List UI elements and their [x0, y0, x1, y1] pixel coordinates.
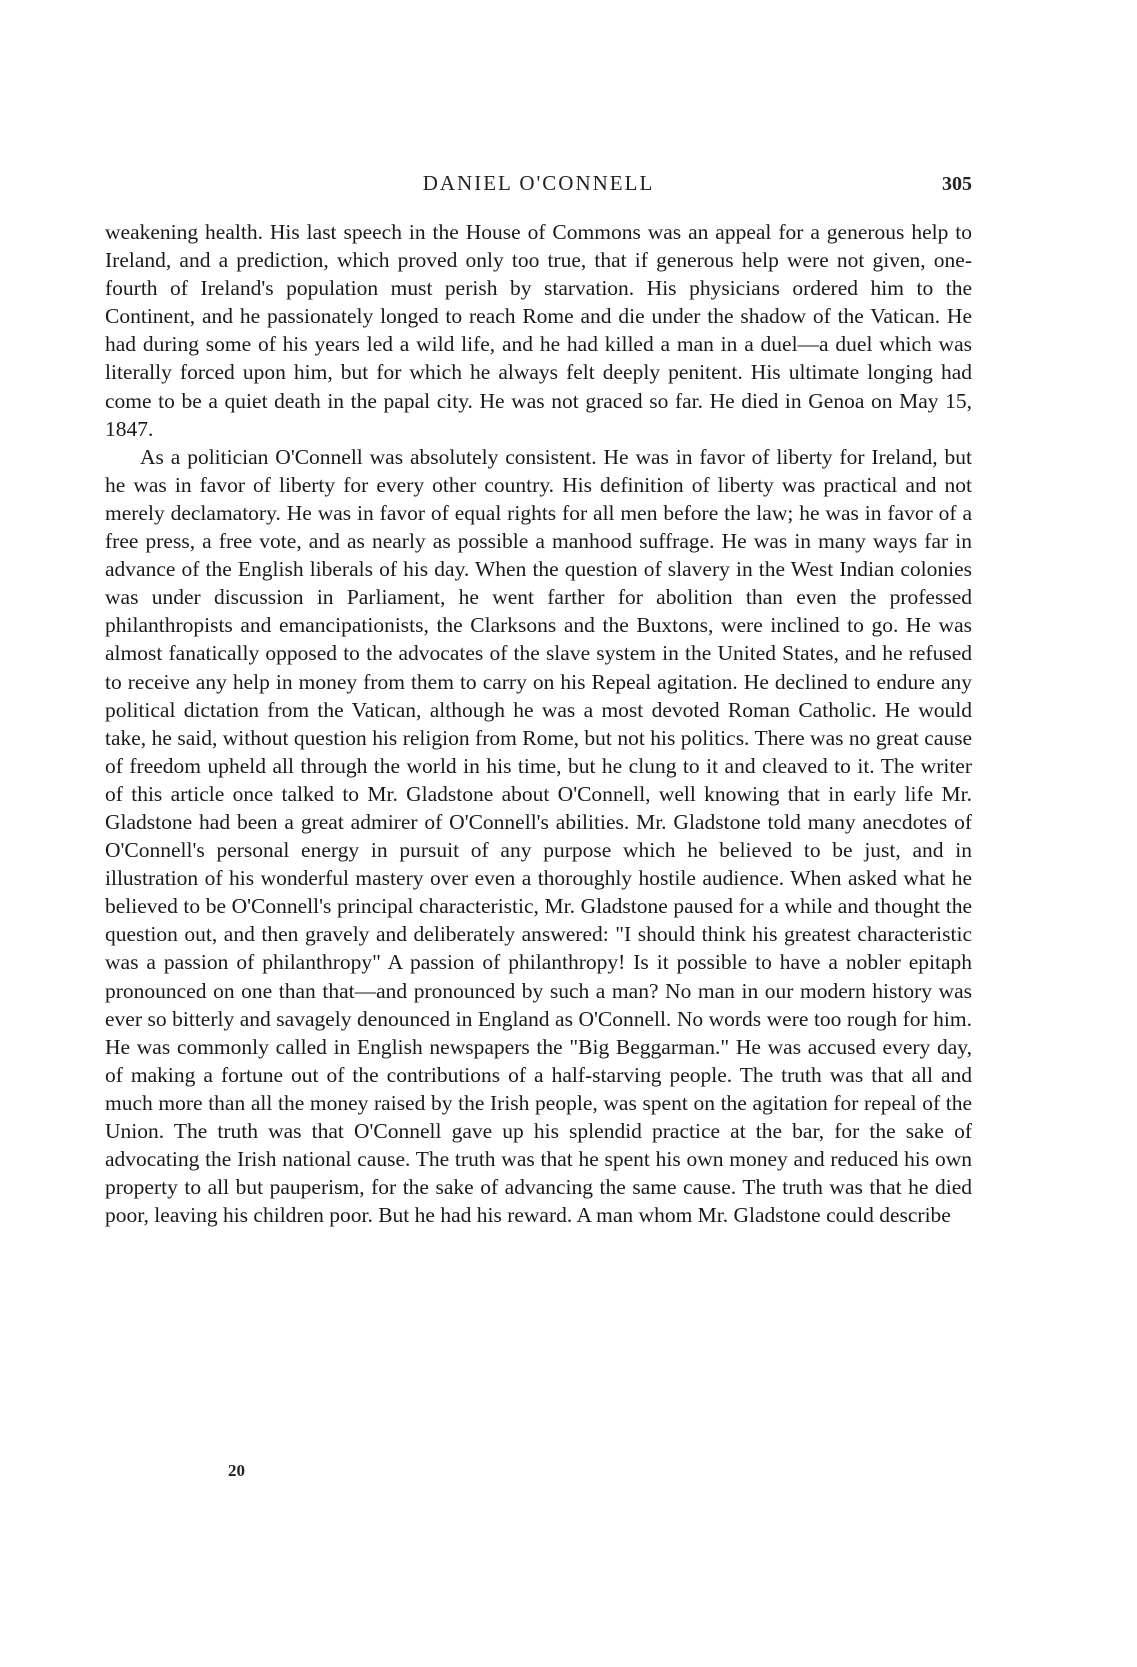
page-header — [105, 171, 972, 201]
signature-mark: 20 — [228, 1461, 245, 1480]
paragraph-2: As a politician O'Connell was absolutely consistent. He was in favor of liberty for Ireland, but he was in favor of liberty for every other country. His definition of liberty was practical and not merely declamatory. He was in favor of equal rights for all men before the law; he was in favor of a free press, a free vote, and as nearly as possible a manhood suffrage. He was in many ways far in advance of the English liberals of his day. When the question of slavery in the West Indian colonies was under discussion in Parliament, he went farther for abolition than even the professed philanthropists and emancipationists, the Clarksons and the Buxtons, were inclined to go. He was almost fanatically opposed to the advocates of the slave system in the United States, and he refused to receive any help in money from them to carry on his Repeal agitation. He declined to endure any political dictation from the Vatican, although he was a most devoted Roman Catholic. He would take, he said, without question his religion from Rome, but not his politics. There was no great cause of freedom upheld all through the world in his time, but he clung to it and cleaved to it. The writer of this article once talked to Mr. Gladstone about O'Connell, well knowing that in early life Mr. Gladstone had been a great admirer of O'Connell's abilities. Mr. Gladstone told many anecdotes of O'Connell's personal energy in pursuit of any purpose which he believed to be just, and in illustration of his wonderful mastery over even a thoroughly hostile audience. When asked what he believed to be O'Connell's principal characteristic, Mr. Gladstone paused for a while and thought the question out, and then gravely and deliberately answered: "I should think his greatest characteristic was a passion of philanthropy" A passion of philanthropy! Is it possible to have a nobler epitaph pronounced on one than that—and pronounced by such a man? No man in our modern history was ever so bitterly and savagely denounced in England as O'Connell. No words were too rough for him. He was commonly called in English newspapers the "Big Beggarman." He was accused every day, of making a fortune out of the contributions of a half-starving people. The truth was that all and much more than all the money raised by the Irish people, was spent on the agitation for repeal of the Union. The truth was that O'Connell gave up his splendid practice at the bar, for the sake of advocating the Irish national cause. The truth was that he spent his own money and reduced his own property to all but pauperism, for the sake of advancing the same cause. The truth was that he died poor, leaving his children poor. But he had his reward. A man whom Mr. Gladstone could describe — [105, 444, 972, 1228]
running-title: DANIEL O'CONNELL — [422, 171, 655, 195]
body-text — [105, 218, 972, 1229]
paragraph-1: weakening health. His last speech in the House of Commons was an appeal for a generous help to Ireland, and a prediction, which proved only too true, that if generous help were not given, one-fourth of Ireland's population must perish by starvation. His physicians ordered him to the Continent, and he passionately longed to reach Rome and die under the shadow of the Vatican. He had during some of his years led a wild life, and he had killed a man in a duel—a duel which was literally forced upon him, but for which he always felt deeply penitent. His ultimate longing had come to be a quiet death in the papal city. He was not graced so far. He died in Genoa on May 15, 1847. — [105, 220, 972, 441]
page-number: 305 — [942, 173, 972, 195]
